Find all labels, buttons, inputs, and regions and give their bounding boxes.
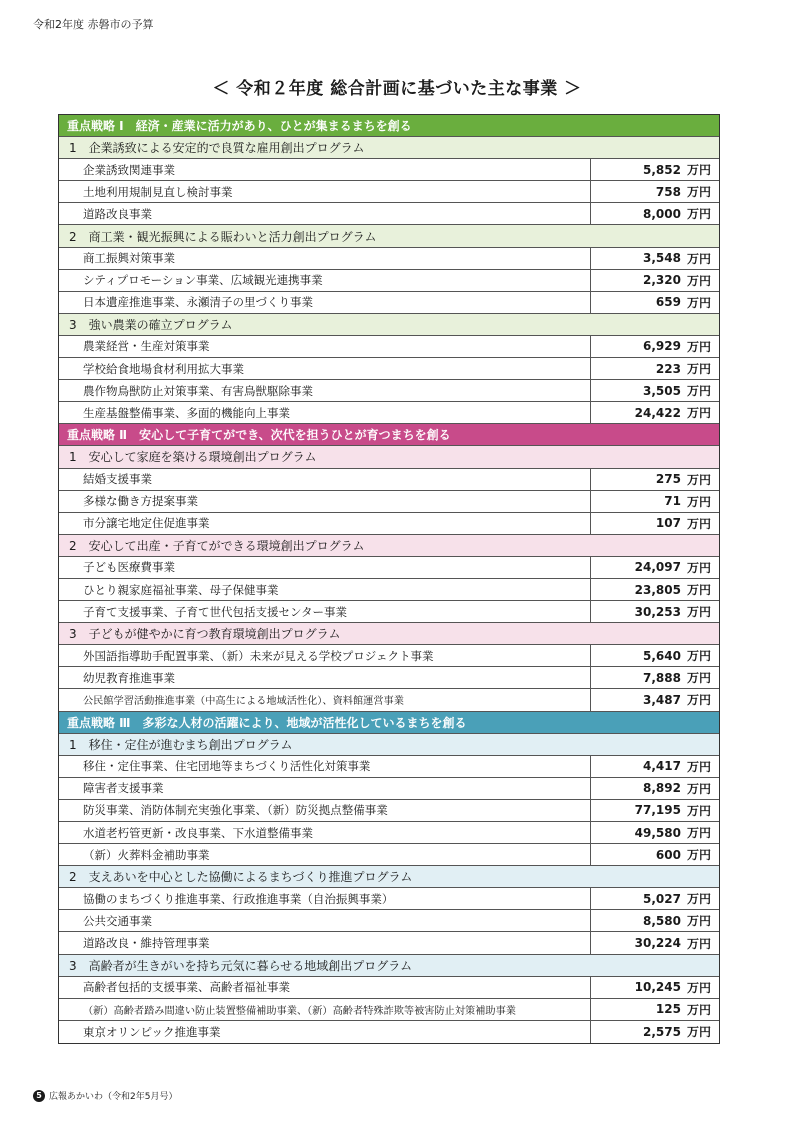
item-name: 外国語指導助手配置事業、（新）未来が見える学校プロジェクト事業 bbox=[59, 645, 591, 666]
item-amount: 659 bbox=[655, 295, 681, 310]
budget-item-row bbox=[59, 181, 719, 203]
item-amount: 8,892 bbox=[643, 781, 681, 796]
amount-unit: 万円 bbox=[686, 339, 711, 354]
item-name: 道路改良・維持管理事業 bbox=[59, 932, 591, 953]
item-name: 企業誘致関連事業 bbox=[59, 159, 591, 180]
item-name: 多様な働き方提案事業 bbox=[59, 491, 591, 512]
item-name: 学校給食地場食材利用拡大事業 bbox=[59, 358, 591, 379]
budget-item-row bbox=[59, 667, 719, 689]
item-name: 道路改良事業 bbox=[59, 203, 591, 224]
program-header: 3 高齢者が生きがいを持ち元気に暮らせる地域創出プログラム bbox=[59, 955, 719, 977]
program-header: 3 子どもが健やかに育つ教育環境創出プログラム bbox=[59, 623, 719, 645]
strategy-header: 重点戦略 Ⅲ 多彩な人材の活躍により、地域が活性化しているまちを創る bbox=[59, 712, 719, 734]
budget-item-row bbox=[59, 844, 719, 866]
budget-item-row bbox=[59, 778, 719, 800]
item-amount-cell bbox=[591, 932, 719, 953]
budget-item-row bbox=[59, 977, 719, 999]
page-title: ＜ 令和２年度 総合計画に基づいた主な事業 ＞ bbox=[212, 79, 582, 99]
publication-name: 広報あかいわ（令和2年5月号） bbox=[49, 1092, 178, 1102]
budget-item-row bbox=[59, 557, 719, 579]
amount-unit: 万円 bbox=[686, 406, 711, 421]
budget-item-row bbox=[59, 380, 719, 402]
item-name: 公民館学習活動推進事業（中高生による地域活性化）、資料館運営事業 bbox=[59, 689, 591, 710]
item-amount: 7,888 bbox=[643, 670, 681, 685]
item-amount: 107 bbox=[655, 516, 681, 531]
item-name: 生産基盤整備事業、多面的機能向上事業 bbox=[59, 402, 591, 423]
strategy-header: 重点戦略 Ⅰ 経済・産業に活力があり、ひとが集まるまちを創る bbox=[59, 115, 719, 137]
program-header: 1 企業誘致による安定的で良質な雇用創出プログラム bbox=[59, 137, 719, 159]
item-amount: 10,245 bbox=[634, 980, 681, 995]
item-name: 農作物鳥獣防止対策事業、有害鳥獣駆除事業 bbox=[59, 380, 591, 401]
item-amount: 125 bbox=[655, 1002, 681, 1017]
budget-item-row bbox=[59, 689, 719, 711]
item-amount-cell bbox=[591, 159, 719, 180]
amount-unit: 万円 bbox=[686, 516, 711, 531]
item-name: 東京オリンピック推進事業 bbox=[59, 1021, 591, 1043]
budget-item-row bbox=[59, 645, 719, 667]
item-amount: 275 bbox=[655, 472, 681, 487]
amount-unit: 万円 bbox=[686, 605, 711, 620]
item-amount-cell bbox=[591, 557, 719, 578]
item-name: 高齢者包括的支援事業、高齢者福祉事業 bbox=[59, 977, 591, 998]
budget-item-row bbox=[59, 203, 719, 225]
item-name: 障害者支援事業 bbox=[59, 778, 591, 799]
amount-unit: 万円 bbox=[686, 362, 711, 377]
budget-table bbox=[58, 114, 720, 1044]
item-amount-cell bbox=[591, 469, 719, 490]
item-name: 市分譲宅地定住促進事業 bbox=[59, 513, 591, 534]
item-amount: 2,320 bbox=[643, 273, 681, 288]
item-amount: 24,422 bbox=[634, 405, 681, 420]
item-amount-cell bbox=[591, 292, 719, 313]
amount-unit: 万円 bbox=[686, 207, 711, 222]
item-name: 幼児教育推進事業 bbox=[59, 667, 591, 688]
budget-item-row bbox=[59, 932, 719, 954]
budget-item-row bbox=[59, 469, 719, 491]
item-amount: 6,929 bbox=[643, 339, 681, 354]
amount-unit: 万円 bbox=[686, 583, 711, 598]
amount-unit: 万円 bbox=[686, 848, 711, 863]
item-amount-cell bbox=[591, 888, 719, 909]
item-name: 公共交通事業 bbox=[59, 910, 591, 931]
item-amount-cell bbox=[591, 579, 719, 600]
item-amount-cell bbox=[591, 910, 719, 931]
amount-unit: 万円 bbox=[686, 826, 711, 841]
item-name: 子ども医療費事業 bbox=[59, 557, 591, 578]
budget-item-row bbox=[59, 402, 719, 424]
item-amount-cell bbox=[591, 667, 719, 688]
budget-item-row bbox=[59, 1021, 719, 1043]
item-amount: 49,580 bbox=[634, 825, 681, 840]
footer bbox=[33, 1089, 177, 1102]
item-amount: 77,195 bbox=[634, 803, 681, 818]
amount-unit: 万円 bbox=[686, 649, 711, 664]
budget-item-row bbox=[59, 270, 719, 292]
item-amount-cell bbox=[591, 822, 719, 843]
budget-item-row bbox=[59, 999, 719, 1021]
item-amount-cell bbox=[591, 491, 719, 512]
item-name: 移住・定住事業、住宅団地等まちづくり活性化対策事業 bbox=[59, 756, 591, 777]
program-header: 2 安心して出産・子育てができる環境創出プログラム bbox=[59, 535, 719, 557]
item-amount-cell bbox=[591, 601, 719, 622]
amount-unit: 万円 bbox=[686, 892, 711, 907]
budget-item-row bbox=[59, 888, 719, 910]
amount-unit: 万円 bbox=[686, 936, 711, 951]
amount-unit: 万円 bbox=[686, 163, 711, 178]
program-header: 2 商工業・観光振興による賑わいと活力創出プログラム bbox=[59, 225, 719, 247]
item-amount-cell bbox=[591, 380, 719, 401]
item-amount: 2,575 bbox=[643, 1024, 681, 1039]
budget-item-row bbox=[59, 756, 719, 778]
item-amount: 30,224 bbox=[634, 936, 681, 951]
item-amount: 223 bbox=[655, 361, 681, 376]
item-amount: 5,640 bbox=[643, 648, 681, 663]
item-amount-cell bbox=[591, 358, 719, 379]
page-header: 令和2年度 赤磐市の予算 bbox=[33, 18, 154, 31]
amount-unit: 万円 bbox=[686, 251, 711, 266]
amount-unit: 万円 bbox=[686, 671, 711, 686]
item-amount: 23,805 bbox=[634, 582, 681, 597]
item-amount-cell bbox=[591, 336, 719, 357]
budget-item-row bbox=[59, 822, 719, 844]
program-header: 2 支えあいを中心とした協働によるまちづくり推進プログラム bbox=[59, 866, 719, 888]
item-name: 土地利用規制見直し検討事業 bbox=[59, 181, 591, 202]
program-header: 3 強い農業の確立プログラム bbox=[59, 314, 719, 336]
item-amount-cell bbox=[591, 800, 719, 821]
budget-item-row bbox=[59, 579, 719, 601]
strategy-header: 重点戦略 Ⅱ 安心して子育てができ、次代を担うひとが育つまちを創る bbox=[59, 424, 719, 446]
amount-unit: 万円 bbox=[686, 759, 711, 774]
item-amount: 758 bbox=[655, 184, 681, 199]
item-amount-cell bbox=[591, 270, 719, 291]
budget-item-row bbox=[59, 513, 719, 535]
amount-unit: 万円 bbox=[686, 980, 711, 995]
item-amount-cell bbox=[591, 778, 719, 799]
budget-item-row bbox=[59, 336, 719, 358]
item-name: 商工振興対策事業 bbox=[59, 248, 591, 269]
item-amount: 4,417 bbox=[643, 759, 681, 774]
item-name: 子育て支援事業、子育て世代包括支援センター事業 bbox=[59, 601, 591, 622]
item-amount: 3,487 bbox=[643, 692, 681, 707]
program-header: 1 移住・定住が進むまち創出プログラム bbox=[59, 734, 719, 756]
budget-item-row bbox=[59, 800, 719, 822]
item-amount-cell bbox=[591, 999, 719, 1020]
budget-item-row bbox=[59, 910, 719, 932]
program-header: 1 安心して家庭を築ける環境創出プログラム bbox=[59, 446, 719, 468]
amount-unit: 万円 bbox=[686, 295, 711, 310]
item-name: シティプロモーション事業、広域観光連携事業 bbox=[59, 270, 591, 291]
item-amount-cell bbox=[591, 844, 719, 865]
item-amount: 5,027 bbox=[643, 891, 681, 906]
item-amount-cell bbox=[591, 402, 719, 423]
budget-item-row bbox=[59, 358, 719, 380]
item-amount-cell bbox=[591, 513, 719, 534]
budget-item-row bbox=[59, 601, 719, 623]
budget-item-row bbox=[59, 248, 719, 270]
amount-unit: 万円 bbox=[686, 914, 711, 929]
item-name: 水道老朽管更新・改良事業、下水道整備事業 bbox=[59, 822, 591, 843]
item-amount: 3,548 bbox=[643, 251, 681, 266]
item-name: 協働のまちづくり推進事業、行政推進事業（自治振興事業） bbox=[59, 888, 591, 909]
item-amount-cell bbox=[591, 645, 719, 666]
amount-unit: 万円 bbox=[686, 1002, 711, 1017]
amount-unit: 万円 bbox=[686, 781, 711, 796]
item-name: （新）高齢者踏み間違い防止装置整備補助事業、（新）高齢者特殊詐欺等被害防止対策補助事業 bbox=[59, 999, 591, 1020]
item-name: ひとり親家庭福祉事業、母子保健事業 bbox=[59, 579, 591, 600]
amount-unit: 万円 bbox=[686, 803, 711, 818]
item-amount: 24,097 bbox=[634, 560, 681, 575]
amount-unit: 万円 bbox=[686, 472, 711, 487]
item-name: 日本遺産推進事業、永瀬清子の里づくり事業 bbox=[59, 292, 591, 313]
page-number: 5 bbox=[33, 1090, 45, 1102]
item-amount: 71 bbox=[664, 494, 681, 509]
item-amount: 5,852 bbox=[643, 162, 681, 177]
item-amount-cell bbox=[591, 977, 719, 998]
amount-unit: 万円 bbox=[686, 693, 711, 708]
item-name: 農業経営・生産対策事業 bbox=[59, 336, 591, 357]
budget-item-row bbox=[59, 292, 719, 314]
budget-item-row bbox=[59, 159, 719, 181]
item-amount: 8,000 bbox=[643, 206, 681, 221]
amount-unit: 万円 bbox=[686, 1025, 711, 1040]
amount-unit: 万円 bbox=[686, 273, 711, 288]
item-amount-cell bbox=[591, 248, 719, 269]
budget-item-row bbox=[59, 491, 719, 513]
item-name: 防災事業、消防体制充実強化事業、（新）防災拠点整備事業 bbox=[59, 800, 591, 821]
amount-unit: 万円 bbox=[686, 560, 711, 575]
item-amount-cell bbox=[591, 181, 719, 202]
item-amount-cell bbox=[591, 203, 719, 224]
item-amount-cell bbox=[591, 756, 719, 777]
amount-unit: 万円 bbox=[686, 185, 711, 200]
item-amount-cell bbox=[591, 1021, 719, 1043]
item-amount: 600 bbox=[655, 847, 681, 862]
amount-unit: 万円 bbox=[686, 494, 711, 509]
item-amount-cell bbox=[591, 689, 719, 710]
amount-unit: 万円 bbox=[686, 384, 711, 399]
item-amount: 8,580 bbox=[643, 913, 681, 928]
item-name: （新）火葬料金補助事業 bbox=[59, 844, 591, 865]
item-amount: 30,253 bbox=[634, 604, 681, 619]
item-amount: 3,505 bbox=[643, 383, 681, 398]
item-name: 結婚支援事業 bbox=[59, 469, 591, 490]
